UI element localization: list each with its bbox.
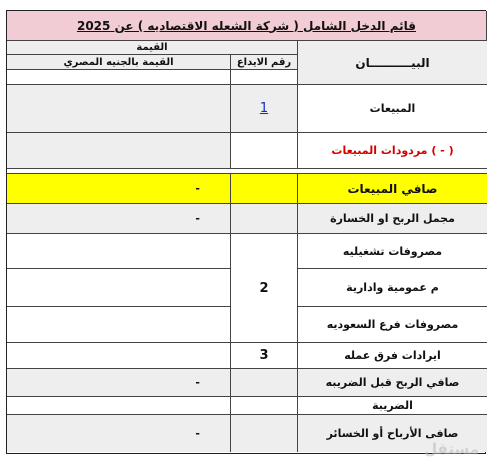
note-number-header: رقم الايداع [231, 55, 298, 70]
sales-note-cell [231, 85, 298, 133]
fx-income-value [7, 343, 231, 369]
pre-tax-note [231, 369, 298, 397]
general-admin-value [7, 269, 231, 307]
gross-profit-label: مجمل الربح او الخسارة [298, 204, 487, 234]
net-result-label: صافى الأرباح أو الخسائر [298, 415, 487, 452]
watermark-logo: مستقل [424, 440, 479, 458]
sales-value [7, 85, 231, 133]
saudi-branch-label: مصروفات فرع السعوديه [298, 307, 487, 343]
fx-income-note: 3 [231, 343, 298, 369]
net-sales-value: - [7, 174, 231, 204]
expenses-note-merged: 2 [231, 234, 298, 343]
operating-exp-label: مصروفات تشغيليه [298, 234, 487, 269]
sales-label: المبيعات [298, 85, 487, 133]
tax-note [231, 397, 298, 415]
statement-title: قائم الدخل الشامل ( شركة الشعله الاقتصاديه ) عن 2025 [7, 11, 487, 41]
pre-tax-value: - [7, 369, 231, 397]
returns-label: مردودات المبيعات ( - ) [298, 133, 487, 169]
description-header: البيــــــــــان [298, 41, 487, 85]
general-admin-label: م عمومية وادارية [298, 269, 487, 307]
saudi-branch-value [7, 307, 231, 343]
gross-profit-note [231, 204, 298, 234]
income-statement-table [6, 10, 486, 454]
header-spacer-value [7, 70, 231, 85]
operating-exp-value [7, 234, 231, 269]
fx-income-label: ايرادات فرق عمله [298, 343, 487, 369]
pre-tax-label: صافي الربح قبل الضريبه [298, 369, 487, 397]
net-result-note [231, 415, 298, 452]
returns-value [7, 133, 231, 169]
returns-note [231, 133, 298, 169]
tax-value [7, 397, 231, 415]
header-spacer-note [231, 70, 298, 85]
gross-profit-value: - [7, 204, 231, 234]
net-sales-label: صافي المبيعات [298, 174, 487, 204]
net-sales-note [231, 174, 298, 204]
value-group-header: القيمة [7, 41, 298, 55]
sales-note-link[interactable]: 1 [259, 101, 269, 116]
egp-value-header: القيمة بالجنيه المصري [7, 55, 231, 70]
net-result-value: - [7, 415, 231, 452]
tax-label: الضريبة [298, 397, 487, 415]
